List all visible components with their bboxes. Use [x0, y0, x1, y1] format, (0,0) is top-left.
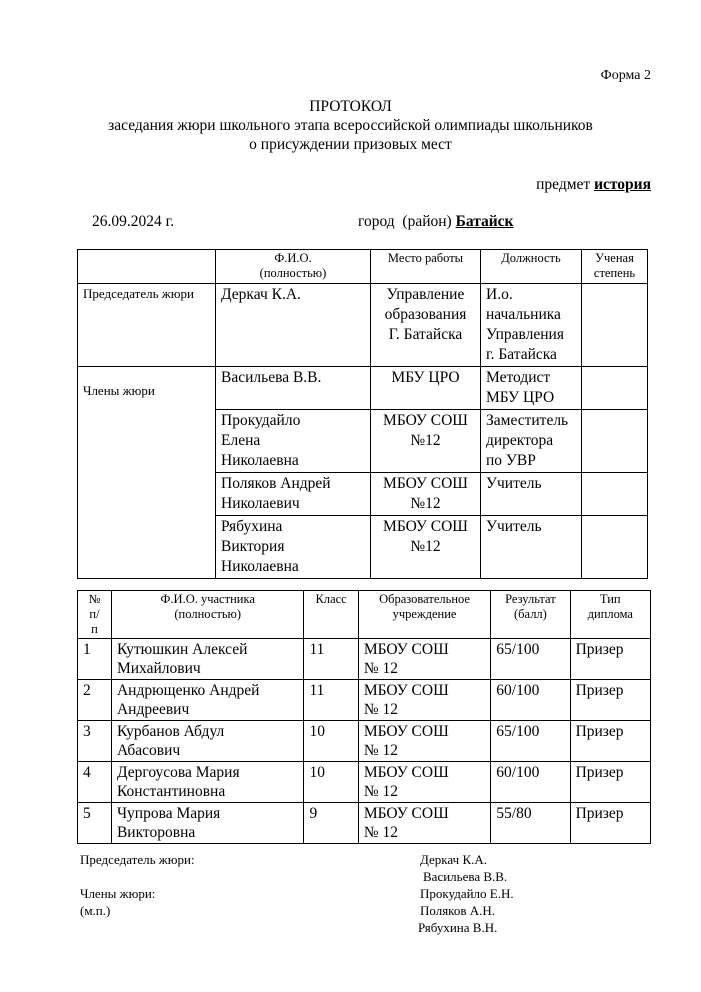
header-result: Результат (балл) [491, 591, 570, 639]
participant-num: 2 [78, 680, 112, 721]
jury-member-degree [582, 284, 648, 367]
participant-name: Курбанов Абдул Абасович [111, 721, 304, 762]
participant-school: МБОУ СОШ № 12 [358, 803, 490, 844]
participant-school: МБОУ СОШ № 12 [358, 721, 490, 762]
jury-row [78, 367, 648, 410]
header-diploma: Тип диплома [570, 591, 650, 639]
jury-member-work: МБОУ СОШ №12 [371, 473, 481, 516]
jury-header-name: Ф.И.О. (полностью) [216, 250, 371, 284]
signature-chair-name: Деркач К.А. [420, 852, 488, 867]
participant-num: 4 [78, 762, 112, 803]
jury-member-position: Учитель [481, 473, 582, 516]
participant-diploma: Призер [570, 721, 650, 762]
jury-member-work: МБОУ СОШ №12 [371, 410, 481, 473]
participants-table-header [78, 591, 651, 639]
jury-member-name: Рябухина Виктория Николаевна [216, 516, 371, 579]
participant-school: МБОУ СОШ № 12 [358, 762, 490, 803]
document-title: ПРОТОКОЛ [309, 98, 392, 115]
participant-name: Чупрова Мария Викторовна [111, 803, 304, 844]
city-label: город (район) [358, 213, 452, 230]
signature-member-name: Поляков А.Н. [420, 903, 496, 918]
jury-member-position: Заместитель директора по УВР [481, 410, 582, 473]
participant-grade: 9 [304, 803, 358, 844]
jury-member-position: И.о. начальника Управления г. Батайска [481, 284, 582, 367]
jury-member-name: Поляков Андрей Николаевич [216, 473, 371, 516]
table-row [78, 721, 651, 762]
city-line [358, 213, 513, 231]
jury-member-work: Управление образования Г. Батайска [371, 284, 481, 367]
table-row [78, 803, 651, 844]
subject-label: предмет [536, 176, 591, 193]
participant-school: МБОУ СОШ № 12 [358, 639, 490, 680]
participant-diploma: Призер [570, 762, 650, 803]
participant-result: 60/100 [491, 680, 570, 721]
signature-chair-label: Председатель жюри: [80, 852, 195, 867]
participant-diploma: Призер [570, 639, 650, 680]
protocol-date: 26.09.2024 г. [92, 213, 175, 230]
jury-member-name: Васильева В.В. [216, 367, 371, 410]
participant-grade: 10 [304, 762, 358, 803]
jury-member-position: Методист МБУ ЦРО [481, 367, 582, 410]
table-row [78, 639, 651, 680]
header-participant-name: Ф.И.О. участника (полностью) [111, 591, 304, 639]
jury-member-name: Деркач К.А. [216, 284, 371, 367]
participant-name: Дергоусова Мария Константиновна [111, 762, 304, 803]
jury-member-name: Прокудайло Елена Николаевна [216, 410, 371, 473]
jury-member-work: МБОУ СОШ №12 [371, 516, 481, 579]
participant-name: Кутюшкин Алексей Михайлович [111, 639, 304, 680]
signature-member-name: Рябухина В.Н. [418, 920, 498, 935]
participant-result: 55/80 [491, 803, 570, 844]
signature-member-name: Васильева В.В. [423, 869, 508, 884]
jury-member-degree [582, 410, 648, 473]
jury-header-position: Должность [481, 250, 582, 284]
participant-num: 1 [78, 639, 112, 680]
participant-result: 65/100 [491, 721, 570, 762]
participant-grade: 11 [304, 680, 358, 721]
form-number: Форма 2 [600, 68, 651, 83]
participant-result: 60/100 [491, 762, 570, 803]
participant-grade: 10 [304, 721, 358, 762]
document-title-block [0, 97, 701, 154]
document-subtitle-line-1: заседания жюри школьного этапа всероссийской олимпиады школьников [108, 117, 593, 134]
participant-diploma: Призер [570, 680, 650, 721]
participant-name: Андрющенко Андрей Андреевич [111, 680, 304, 721]
participants-table [77, 590, 651, 844]
stamp-label: (м.п.) [80, 903, 111, 918]
jury-table-header [78, 250, 648, 284]
participant-num: 5 [78, 803, 112, 844]
participant-grade: 11 [304, 639, 358, 680]
jury-header-degree: Ученая степень [582, 250, 648, 284]
jury-member-work: МБУ ЦРО [371, 367, 481, 410]
jury-table [77, 249, 648, 579]
subject-value: история [594, 176, 651, 193]
jury-role-members: Члены жюри [78, 367, 216, 579]
document-subtitle-line-2: о присуждении призовых мест [249, 136, 452, 153]
subject-line [536, 176, 651, 194]
signature-member-name: Прокудайло Е.Н. [420, 886, 514, 901]
jury-member-position: Учитель [481, 516, 582, 579]
table-row [78, 762, 651, 803]
jury-member-degree [582, 367, 648, 410]
participant-result: 65/100 [491, 639, 570, 680]
header-school: Образовательное учреждение [358, 591, 490, 639]
table-row [78, 680, 651, 721]
header-grade: Класс [304, 591, 358, 639]
participant-num: 3 [78, 721, 112, 762]
jury-member-degree [582, 473, 648, 516]
participant-diploma: Призер [570, 803, 650, 844]
jury-header-work: Место работы [371, 250, 481, 284]
jury-role-chair: Председатель жюри [78, 284, 216, 367]
participant-school: МБОУ СОШ № 12 [358, 680, 490, 721]
jury-row [78, 284, 648, 367]
city-value: Батайск [455, 213, 514, 230]
header-num: № п/ п [78, 591, 112, 639]
signature-members-label: Члены жюри: [80, 886, 156, 901]
jury-member-degree [582, 516, 648, 579]
jury-header-role [78, 250, 216, 284]
